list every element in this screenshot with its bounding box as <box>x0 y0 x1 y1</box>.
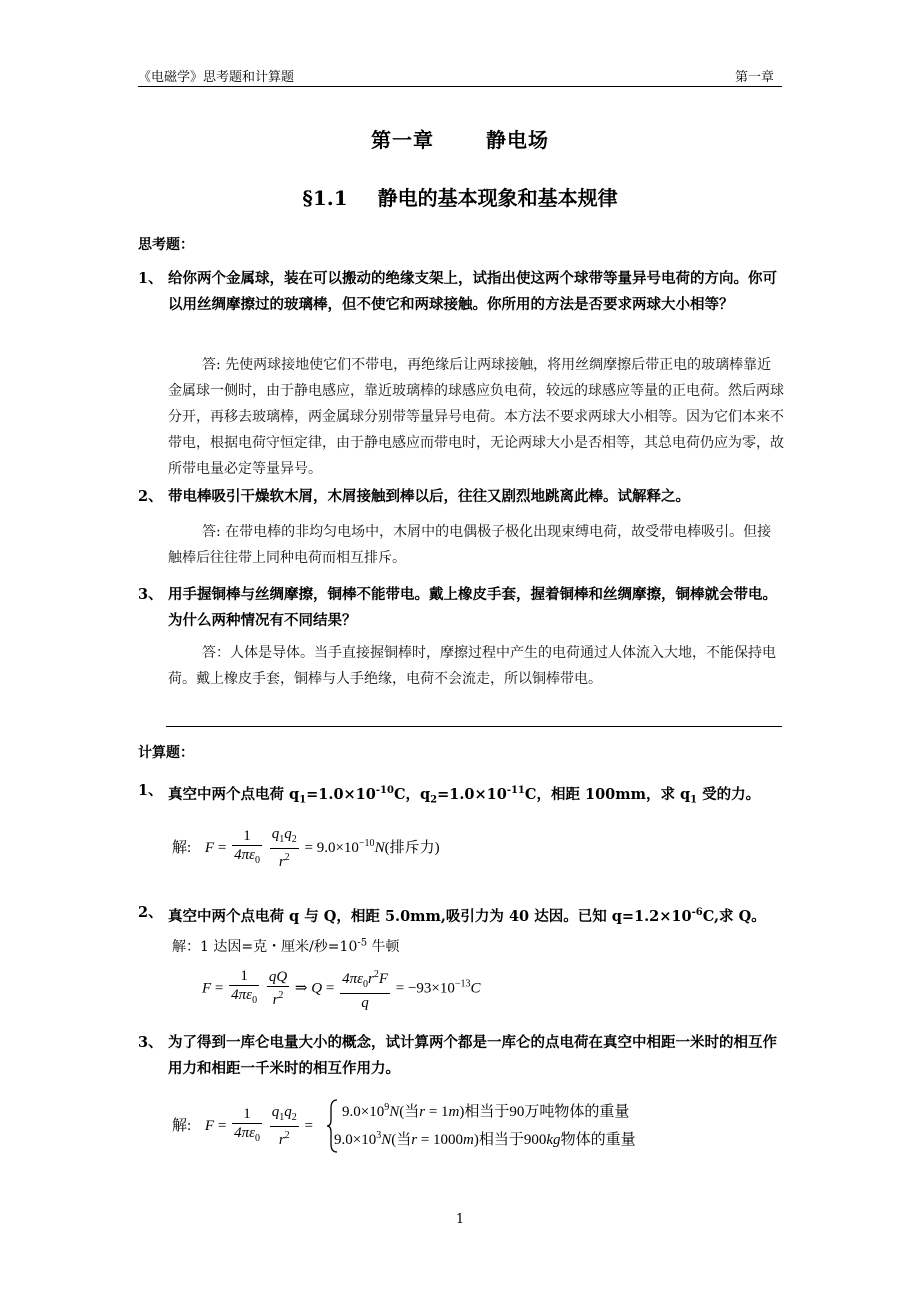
section-name: 静电的基本现象和基本规律 <box>377 186 618 210</box>
solution-2-note: 解：1 达因=克・厘米/秒$=10^{-5}$ 牛顿 <box>172 937 400 955</box>
case-1000m: $9.0\times 10^3N$(当r = 1000m)相当于900kg物体的重量 <box>334 1130 636 1148</box>
thinking-question-2 <box>138 484 788 510</box>
question-number: 3、 <box>138 586 163 603</box>
answer-text: 答: 先使两球接地使它们不带电，再绝缘后让两球接触，将用丝绸摩擦后带正电的玻璃棒靠近金属球一侧时，由于静电感应，靠近玻璃棒的球感应负电荷，较远的球感应等量的正电荷。然后两球分开，再移去玻璃棒，两金属球分别带等量异号电荷。本方法不要求两球大小相等。因为它们本来不带电，根据电荷守恒定律，由于静电感应而带电时，无论两球大小是否相等，其总电荷仍应为零，故所带电量必定等量异号。 <box>168 357 784 477</box>
answer-text: 答: 在带电棒的非均匀电场中，木屑中的电偶极子极化出现束缚电荷，故受带电棒吸引。但接触棒后往往带上同种电荷而相互排斥。 <box>168 524 772 566</box>
solution-3-equation: 解: F = $\frac{1}{4\pi\varepsilon_0}$ $\frac{q_1q_2}{r^2}$ = <box>172 1104 313 1148</box>
thinking-answer-3 <box>168 640 784 692</box>
section-number: §1.1 <box>302 186 348 210</box>
case-1m: $9.0\times 10^9N$(当r = 1m)相当于90万吨物体的重量 <box>342 1102 630 1120</box>
answer-text: 答：人体是导体。当手直接握铜棒时，摩擦过程中产生的电荷通过人体流入大地，不能保持电荷。戴上橡皮手套，铜棒与人手绝缘，电荷不会流走，所以铜棒带电。 <box>168 645 776 687</box>
section-divider <box>166 726 782 727</box>
solution-label: 解: <box>172 839 192 856</box>
problem-number: 2、 <box>138 904 163 921</box>
question-text: 用手握铜棒与丝绸摩擦，铜棒不能带电。戴上橡皮手套，握着铜棒和丝绸摩擦，铜棒就会带电。为什么两种情况有不同结果？ <box>168 586 777 629</box>
solution-1-equation: 解: F = $\frac{1}{4\pi\varepsilon_0}$ $\frac{q_1q_2}{r^2}$ = $9.0\times 10^{-10}N$(排斥力) <box>172 826 440 870</box>
thinking-answer-1 <box>168 352 784 482</box>
chapter-title <box>0 124 920 153</box>
thinking-question-3 <box>138 582 788 634</box>
fraction: $\frac{1}{4\pi\varepsilon_0}$ <box>234 827 260 866</box>
fraction: $\frac{q_1q_2}{r^2}$ <box>271 1104 297 1148</box>
fraction: $\frac{1}{4\pi\varepsilon_0}$ <box>234 1105 260 1144</box>
fraction: $\frac{4\pi\varepsilon_0r^2F}{q}$ <box>340 966 390 1012</box>
header-chapter: 第一章 <box>734 70 774 85</box>
problem-number: 3、 <box>138 1034 163 1051</box>
fraction: $\frac{1}{4\pi\varepsilon_0}$ <box>231 968 258 1006</box>
problem-text: 为了得到一库仑电量大小的概念，试计算两个都是一库仑的点电荷在真空中相距一米时的相互作用力和相距一千米时的相互作用力。 <box>168 1034 777 1077</box>
running-header <box>138 64 782 87</box>
calc-problem-1 <box>138 778 788 814</box>
calc-label: 计算题： <box>138 745 194 761</box>
question-text: 带电棒吸引干燥软木屑，木屑接触到棒以后，往往又剧烈地跳离此棒。试解释之。 <box>168 488 690 505</box>
thinking-label: 思考题： <box>138 237 194 253</box>
solution-2-equation: F = $\frac{1}{4\pi\varepsilon_0}$ $\frac{qQ}{r^2}$ ⇒ Q = $\frac{4\pi\varepsilon_0r^2F}{q}$ = $-93\times 10^{-13}C$ <box>202 968 481 1011</box>
page-number: 1 <box>455 1212 465 1227</box>
thinking-question-1 <box>138 266 788 318</box>
solution-label: 解: <box>172 1117 192 1134</box>
calc-problem-2 <box>138 900 788 930</box>
problem-number: 1、 <box>138 782 163 799</box>
calc-problem-3 <box>138 1030 788 1082</box>
thinking-answer-2 <box>168 519 784 571</box>
header-book-title: 《电磁学》思考题和计算题 <box>138 70 295 85</box>
question-number: 1、 <box>138 270 163 287</box>
problem-text: 真空中两个点电荷 q 与 Q，相距 5.0mm,吸引力为 40 达因。已知 $q=1.2\times 10^{-6}C$,求 Q。 <box>168 907 766 925</box>
question-number: 2、 <box>138 488 163 505</box>
fraction: $\frac{qQ}{r^2}$ <box>268 969 288 1008</box>
question-text: 给你两个金属球，装在可以搬动的绝缘支架上，试指出使这两个球带等量异号电荷的方向。你可以用丝绸摩擦过的玻璃棒，但不使它和两球接触。你所用的方法是否要求两球大小相等？ <box>168 270 777 313</box>
section-title <box>0 182 920 211</box>
chapter-number: 第一章 <box>371 128 434 152</box>
chapter-name: 静电场 <box>486 128 549 152</box>
problem-text: 真空中两个点电荷 $q_1=1.0\times 10^{-10}C$，$q_2=1.0\times 10^{-11}C$，相距 100mm，求 $q_1$ 受的力。 <box>168 785 761 806</box>
fraction: $\frac{q_1q_2}{r^2}$ <box>271 826 297 870</box>
